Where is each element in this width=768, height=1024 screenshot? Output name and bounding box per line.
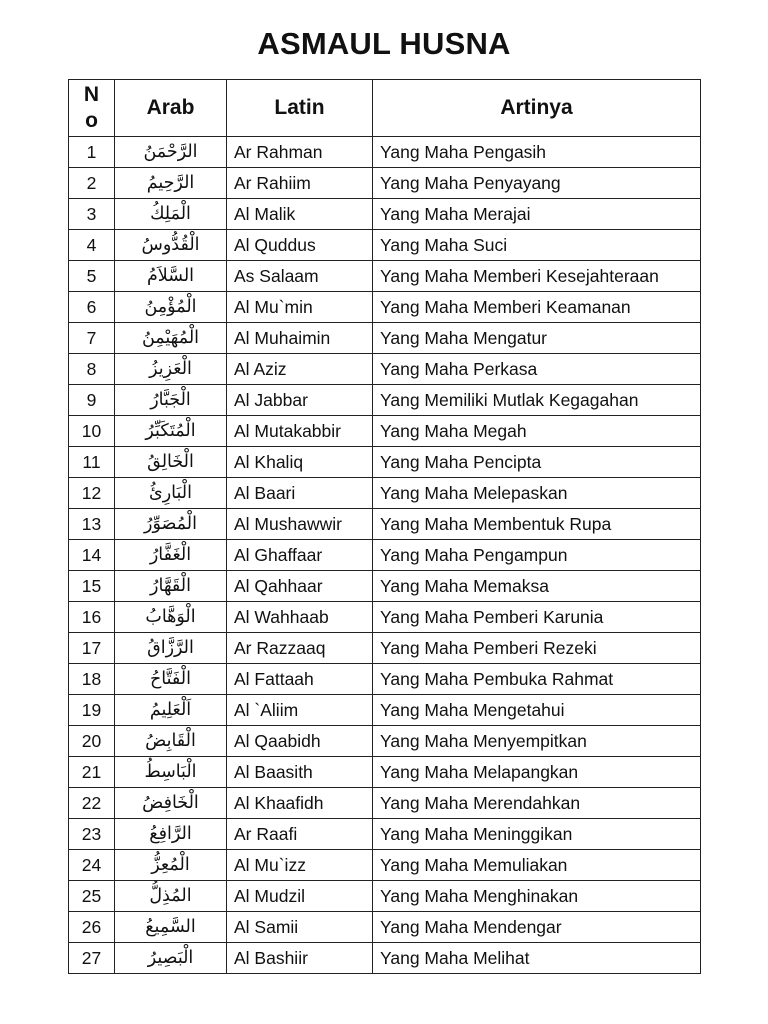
row-latin-name: Al Malik [227, 199, 373, 230]
row-number: 18 [69, 664, 115, 695]
row-arabic-name: الرَّحِيمُ [115, 168, 227, 199]
row-number: 16 [69, 602, 115, 633]
table-row [69, 447, 701, 478]
table-row [69, 292, 701, 323]
row-number: 27 [69, 943, 115, 974]
row-latin-name: Ar Raafi [227, 819, 373, 850]
table-row [69, 881, 701, 912]
row-latin-name: Al Samii [227, 912, 373, 943]
table-row [69, 540, 701, 571]
row-arabic-name: السَّمِيعُ [115, 912, 227, 943]
row-latin-name: Al Mudzil [227, 881, 373, 912]
row-arabic-name: الْمُهَيْمِنُ [115, 323, 227, 354]
table-row [69, 633, 701, 664]
row-meaning: Yang Maha Memuliakan [373, 850, 701, 881]
row-arabic-name: الْجَبَّارُ [115, 385, 227, 416]
row-latin-name: As Salaam [227, 261, 373, 292]
table-row [69, 757, 701, 788]
row-meaning: Yang Maha Menghinakan [373, 881, 701, 912]
row-latin-name: Ar Rahiim [227, 168, 373, 199]
row-number: 15 [69, 571, 115, 602]
asmaul-husna-table [68, 79, 701, 974]
row-number: 6 [69, 292, 115, 323]
row-latin-name: Al Baari [227, 478, 373, 509]
row-meaning: Yang Maha Melapangkan [373, 757, 701, 788]
row-arabic-name: الْخَافِضُ [115, 788, 227, 819]
row-arabic-name: الْقَهَّارُ [115, 571, 227, 602]
row-latin-name: Al Bashiir [227, 943, 373, 974]
row-meaning: Yang Maha Melepaskan [373, 478, 701, 509]
row-meaning: Yang Maha Menyempitkan [373, 726, 701, 757]
row-number: 5 [69, 261, 115, 292]
row-arabic-name: الْبَصِيرُ [115, 943, 227, 974]
row-meaning: Yang Maha Membentuk Rupa [373, 509, 701, 540]
row-arabic-name: الْقُدُّوسُ [115, 230, 227, 261]
row-meaning: Yang Maha Memberi Kesejahteraan [373, 261, 701, 292]
row-latin-name: Al Mushawwir [227, 509, 373, 540]
row-latin-name: Al Muhaimin [227, 323, 373, 354]
row-latin-name: Al Wahhaab [227, 602, 373, 633]
row-meaning: Yang Maha Pemberi Karunia [373, 602, 701, 633]
row-number: 3 [69, 199, 115, 230]
table-row [69, 943, 701, 974]
row-latin-name: Al Jabbar [227, 385, 373, 416]
row-latin-name: Ar Rahman [227, 137, 373, 168]
table-row [69, 261, 701, 292]
table-row [69, 850, 701, 881]
row-number: 2 [69, 168, 115, 199]
row-latin-name: Al Quddus [227, 230, 373, 261]
row-meaning: Yang Maha Penyayang [373, 168, 701, 199]
row-latin-name: Al Khaafidh [227, 788, 373, 819]
table-row [69, 137, 701, 168]
table-row [69, 354, 701, 385]
row-meaning: Yang Maha Pemberi Rezeki [373, 633, 701, 664]
row-number: 9 [69, 385, 115, 416]
row-arabic-name: الْمُؤْمِنُ [115, 292, 227, 323]
row-number: 17 [69, 633, 115, 664]
row-number: 11 [69, 447, 115, 478]
table-row [69, 695, 701, 726]
row-latin-name: Ar Razzaaq [227, 633, 373, 664]
row-meaning: Yang Maha Mendengar [373, 912, 701, 943]
row-number: 1 [69, 137, 115, 168]
table-row [69, 664, 701, 695]
row-arabic-name: الْمُعِزُّ [115, 850, 227, 881]
row-arabic-name: الْفَتَّاحُ [115, 664, 227, 695]
table-row [69, 819, 701, 850]
table-row [69, 912, 701, 943]
table-row [69, 726, 701, 757]
row-arabic-name: المُذِلُّ [115, 881, 227, 912]
row-number: 14 [69, 540, 115, 571]
row-latin-name: Al Khaliq [227, 447, 373, 478]
table-row [69, 385, 701, 416]
header-latin: Latin [227, 80, 373, 137]
row-latin-name: Al Mu`min [227, 292, 373, 323]
row-meaning: Yang Maha Merendahkan [373, 788, 701, 819]
row-number: 10 [69, 416, 115, 447]
row-arabic-name: الرَّافِعُ [115, 819, 227, 850]
table-row [69, 230, 701, 261]
table-row [69, 509, 701, 540]
row-arabic-name: السَّلاَمُ [115, 261, 227, 292]
row-latin-name: Al Qahhaar [227, 571, 373, 602]
row-number: 21 [69, 757, 115, 788]
row-meaning: Yang Maha Memaksa [373, 571, 701, 602]
row-number: 7 [69, 323, 115, 354]
row-latin-name: Al Mu`izz [227, 850, 373, 881]
row-meaning: Yang Maha Pencipta [373, 447, 701, 478]
row-number: 12 [69, 478, 115, 509]
header-meaning: Artinya [373, 80, 701, 137]
row-number: 23 [69, 819, 115, 850]
row-meaning: Yang Maha Megah [373, 416, 701, 447]
row-meaning: Yang Maha Melihat [373, 943, 701, 974]
row-arabic-name: الْبَارِئُ [115, 478, 227, 509]
row-latin-name: Al Fattaah [227, 664, 373, 695]
row-meaning: Yang Maha Pengasih [373, 137, 701, 168]
row-number: 8 [69, 354, 115, 385]
row-arabic-name: الْمَلِكُ [115, 199, 227, 230]
row-arabic-name: الْمُصَوِّرُ [115, 509, 227, 540]
row-arabic-name: الرَّحْمَنُ [115, 137, 227, 168]
row-meaning: Yang Maha Meninggikan [373, 819, 701, 850]
row-meaning: Yang Maha Memberi Keamanan [373, 292, 701, 323]
row-meaning: Yang Maha Suci [373, 230, 701, 261]
row-meaning: Yang Maha Mengetahui [373, 695, 701, 726]
row-arabic-name: الْعَزِيزُ [115, 354, 227, 385]
table-row [69, 323, 701, 354]
row-latin-name: Al Ghaffaar [227, 540, 373, 571]
row-meaning: Yang Maha Perkasa [373, 354, 701, 385]
row-latin-name: Al `Aliim [227, 695, 373, 726]
row-arabic-name: اَلْعَلِيمُ [115, 695, 227, 726]
row-number: 19 [69, 695, 115, 726]
row-arabic-name: الْمُتَكَبِّرُ [115, 416, 227, 447]
row-meaning: Yang Maha Merajai [373, 199, 701, 230]
row-meaning: Yang Maha Mengatur [373, 323, 701, 354]
table-row [69, 571, 701, 602]
row-arabic-name: الْغَفَّارُ [115, 540, 227, 571]
row-arabic-name: الْخَالِقُ [115, 447, 227, 478]
row-arabic-name: الْبَاسِطُ [115, 757, 227, 788]
row-latin-name: Al Baasith [227, 757, 373, 788]
row-latin-name: Al Mutakabbir [227, 416, 373, 447]
table-body [69, 137, 701, 974]
row-number: 13 [69, 509, 115, 540]
table-row [69, 199, 701, 230]
row-meaning: Yang Maha Pengampun [373, 540, 701, 571]
row-latin-name: Al Aziz [227, 354, 373, 385]
row-arabic-name: الْوَهَّابُ [115, 602, 227, 633]
row-number: 20 [69, 726, 115, 757]
row-latin-name: Al Qaabidh [227, 726, 373, 757]
document-title: ASMAUL HUSNA [257, 26, 511, 61]
row-arabic-name: الرَّزَّاقُ [115, 633, 227, 664]
table-row [69, 168, 701, 199]
header-arab: Arab [115, 80, 227, 137]
row-number: 24 [69, 850, 115, 881]
table-header-row [69, 80, 701, 137]
table-row [69, 416, 701, 447]
row-number: 25 [69, 881, 115, 912]
row-number: 22 [69, 788, 115, 819]
table-row [69, 478, 701, 509]
row-arabic-name: الْقَابِضُ [115, 726, 227, 757]
row-meaning: Yang Memiliki Mutlak Kegagahan [373, 385, 701, 416]
table-row [69, 602, 701, 633]
header-no: No [69, 80, 115, 137]
row-number: 26 [69, 912, 115, 943]
row-number: 4 [69, 230, 115, 261]
table-row [69, 788, 701, 819]
row-meaning: Yang Maha Pembuka Rahmat [373, 664, 701, 695]
